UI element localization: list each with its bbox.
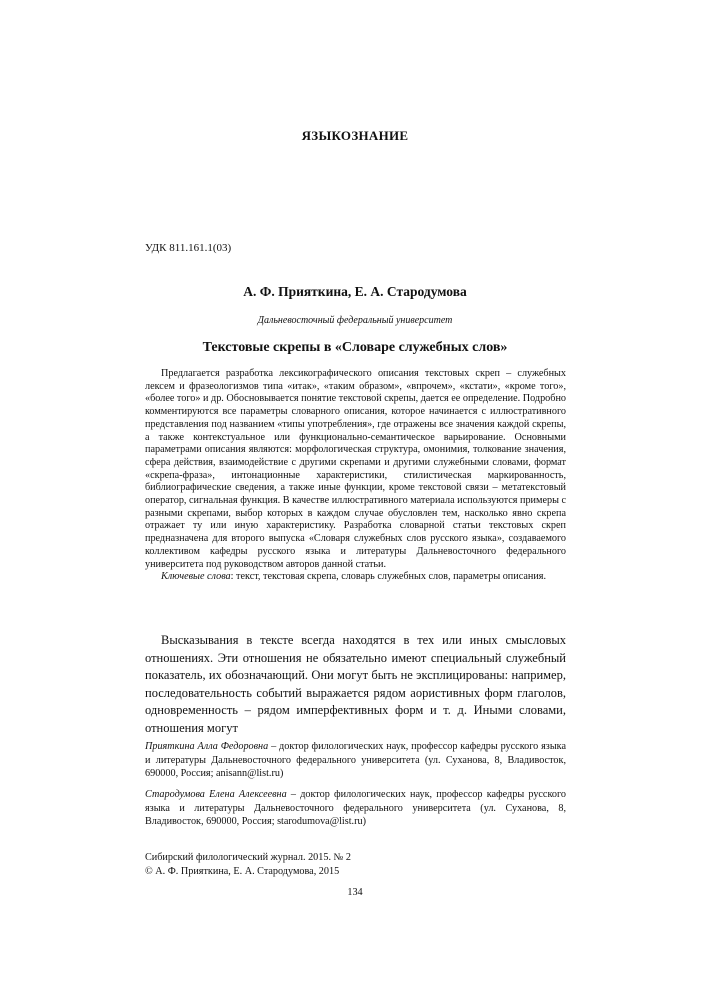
page-number: 134	[347, 887, 363, 898]
keywords	[145, 571, 566, 584]
author-separator: ,	[347, 284, 355, 299]
body-paragraph: Высказывания в тексте всегда находятся в тех или иных смысловых отношениях. Эти отношения не обязательно имеют специальный служебный показатель, их обозначающий. Они могут быть не эксплицированы: например, последовательность событий выражается рядом аористивных форм глаголов, одновременность – рядом имперфективных форм и т. д. Иными словами, отношения могут	[145, 633, 566, 735]
author-footnote	[145, 788, 566, 829]
author-line	[0, 284, 710, 300]
footnote-author-details: – доктор филологических наук, профессор кафедры русского языка и литературы Дальневосточного федерального университета (ул. Суханова, 8, Владивосток, 690000, Россия; starodumova@list.ru)	[145, 789, 566, 827]
udk-code: УДК 811.161.1(03)	[145, 242, 232, 254]
author-footnote	[145, 740, 566, 781]
affiliation: Дальневосточный федеральный университет	[257, 315, 453, 326]
body-text	[145, 632, 566, 738]
abstract-text: Предлагается разработка лексикографического описания текстовых скреп – служебных лексем и фразеологизмов типа «итак», «таким образом», «впрочем», «кстати», «кроме того», «более того» и др. Обосновывается понятие текстовой скрепы, дается ее определение. Подробно комментируются все параметры словарного описания, которое начинается с иллюстративного представления под названием «типы употребления», где отражены все значения каждой скрепы, а также контекстуальное или функционально-семантическое варьирование. Основными параметрами описания являются: морфологическая структура, омонимия, толкование значения, сфера действия, взаимодействие с другими скрепами и другими служебными словами, формат «скрепа-фраза», интонационные характеристики, стилистическая маркированность, библиографические сведения, а также иные функции, кроме текстовой связи – метатекстовый оператор, сигнальная функция. В качестве иллюстративного материала используются примеры с разными скрепами, выбор которых в каждом случае обусловлен тем, насколько явно скрепа отражает ту или иную характеристику. Разработка словарной статьи текстовых скреп предназначена для второго выпуска «Словаря служебных слов русского языка», создаваемого коллективом кафедры русского языка и литературы Дальневосточного федерального университета под руководством авторов данной статьи.	[145, 368, 566, 570]
journal-info	[145, 851, 351, 878]
section-heading: ЯЗЫКОЗНАНИЕ	[301, 128, 409, 143]
footnote-author-name: Прияткина Алла Федоровна	[145, 741, 269, 752]
keywords-text: : текст, текстовая скрепа, словарь служебных слов, параметры описания.	[230, 571, 547, 583]
copyright-line: © А. Ф. Прияткина, Е. А. Стародумова, 2015	[145, 865, 340, 877]
journal-citation: Сибирский филологический журнал. 2015. № 2	[145, 852, 351, 863]
footnote-author-details: – доктор филологических наук, профессор кафедры русского языка и литературы Дальневосточного федерального университета (ул. Суханова, 8, Владивосток, 690000, Россия; anisann@list.ru)	[145, 741, 566, 779]
author-name: А. Ф. Прияткина	[243, 284, 348, 299]
keywords-label: Ключевые слова	[161, 571, 231, 583]
abstract	[145, 368, 566, 584]
author-name: Е. А. Стародумова	[354, 284, 467, 299]
footnote-author-name: Стародумова Елена Алексеевна	[145, 789, 287, 800]
article-title: Текстовые скрепы в «Словаре служебных слов»	[202, 340, 508, 355]
